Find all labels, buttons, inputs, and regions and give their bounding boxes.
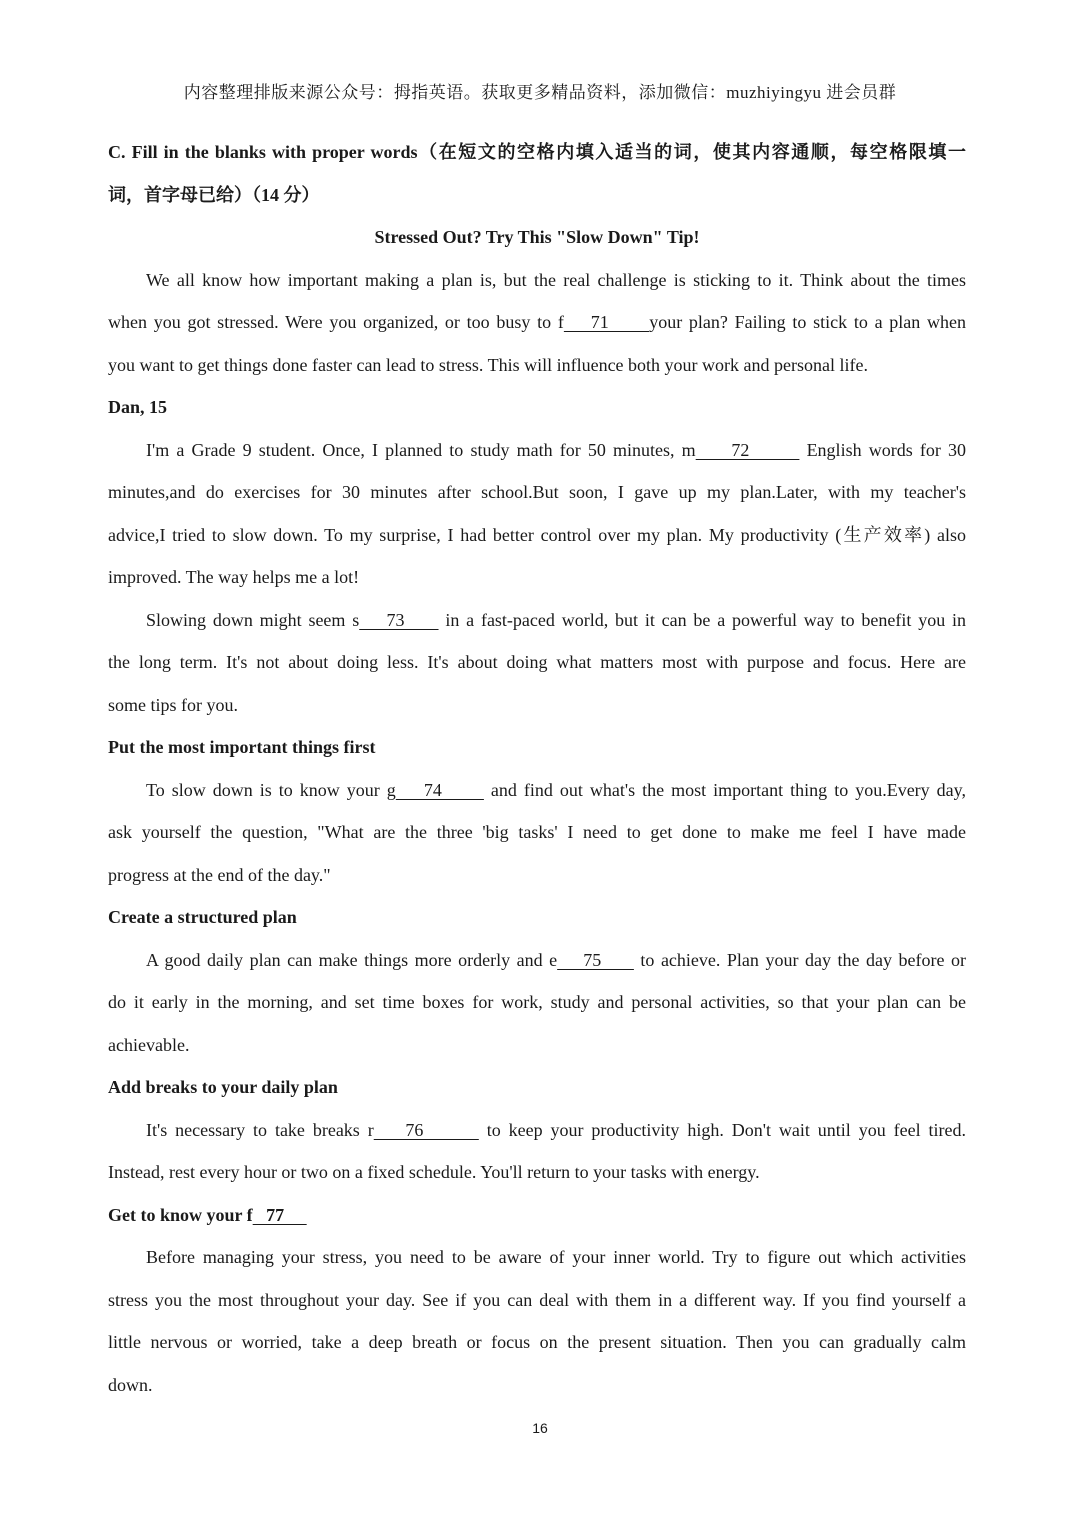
blank-74: 74: [395, 779, 484, 800]
paragraph-line: Slowing down might seem s 73 in a fast-paced world, but it can be a powerful way to benefit you in: [146, 609, 966, 630]
section-heading: C. Fill in the blanks with proper words: [108, 142, 418, 162]
paragraph-line: down.: [108, 1374, 153, 1395]
paragraph-line: the long term. It's not about doing less. It's about doing what matters most with purpose and focus. Here are: [108, 652, 966, 672]
paragraph-line: advice,I tried to slow down. To my surprise, I had better control over my plan. My productivity (生产效率) also: [108, 524, 966, 545]
subheading: Get to know your f 77: [108, 1204, 307, 1225]
paragraph-line: you want to get things done faster can lead to stress. This will influence both your work and personal life.: [108, 354, 868, 375]
paragraph-line: ask yourself the question, "What are the three 'big tasks' I need to get done to make me feel I have made: [108, 822, 966, 842]
blank-71: 71: [563, 312, 650, 332]
paragraph-line: progress at the end of the day.": [108, 864, 331, 885]
paragraph-line: It's necessary to take breaks r 76 to keep your productivity high. Don't wait until you feel tired.: [146, 1119, 967, 1140]
paragraph-line: Instead, rest every hour or two on a fixed schedule. You'll return to your tasks with energy.: [108, 1162, 760, 1182]
paragraph-line: do it early in the morning, and set time boxes for work, study and personal activities, so that your plan can be: [108, 992, 966, 1012]
paragraph-line: Before managing your stress, you need to be aware of your inner world. Try to figure out which activities: [146, 1247, 966, 1267]
speaker-label: Dan, 15: [108, 397, 168, 417]
blank-73: 73: [359, 609, 439, 630]
paragraph-line: minutes,and do exercises for 30 minutes after school.But soon, I gave up my plan.Later, with my teacher's: [108, 482, 966, 502]
passage-title: Stressed Out? Try This "Slow Down" Tip!: [374, 227, 700, 247]
blank-72: 72: [695, 439, 800, 460]
blank-76: 76: [373, 1119, 479, 1140]
paragraph-line: achievable.: [108, 1034, 190, 1055]
paragraph-line: I'm a Grade 9 student. Once, I planned to study math for 50 minutes, m 72 English words for 30: [146, 439, 966, 460]
exercise-content: [108, 131, 966, 1406]
section-instruction-cont: 词，首字母已给）（14 分）: [108, 184, 320, 205]
paragraph-line: stress you the most throughout your day. See if you can deal with them in a different way. If you find yourself a: [108, 1289, 966, 1310]
paragraph-line: when you got stressed. Were you organized, or too busy to f 71 your plan? Failing to stick to a plan when: [108, 312, 967, 332]
blank-77: 77: [252, 1204, 307, 1225]
paragraph-line: We all know how important making a plan is, but the real challenge is sticking to it. Think about the times: [146, 269, 966, 290]
paragraph-line: some tips for you.: [108, 694, 238, 715]
page-number: 16: [532, 1420, 548, 1436]
section-instruction: （在短文的空格内填入适当的词，使其内容通顺，每空格限填一: [417, 142, 967, 162]
paragraph-line: A good daily plan can make things more orderly and e 75 to achieve. Plan your day the day before or: [146, 949, 967, 970]
paragraph-line: little nervous or worried, take a deep breath or focus on the present situation. Then you can gradually calm: [108, 1332, 966, 1352]
subheading: Add breaks to your daily plan: [108, 1077, 338, 1097]
paragraph-line: improved. The way helps me a lot!: [108, 567, 360, 587]
chinese-gloss: 生产效率: [841, 524, 925, 545]
subheading: Create a structured plan: [108, 907, 297, 927]
paragraph-line: To slow down is to know your g 74 and find out what's the most important thing to you.Every day,: [146, 779, 967, 800]
subheading: Put the most important things first: [108, 737, 376, 757]
blank-75: 75: [557, 949, 634, 970]
section-heading-line: [108, 131, 966, 174]
source-header: 内容整理排版来源公众号：拇指英语。获取更多精品资料，添加微信：muzhiyingyu 进会员群: [183, 83, 897, 102]
